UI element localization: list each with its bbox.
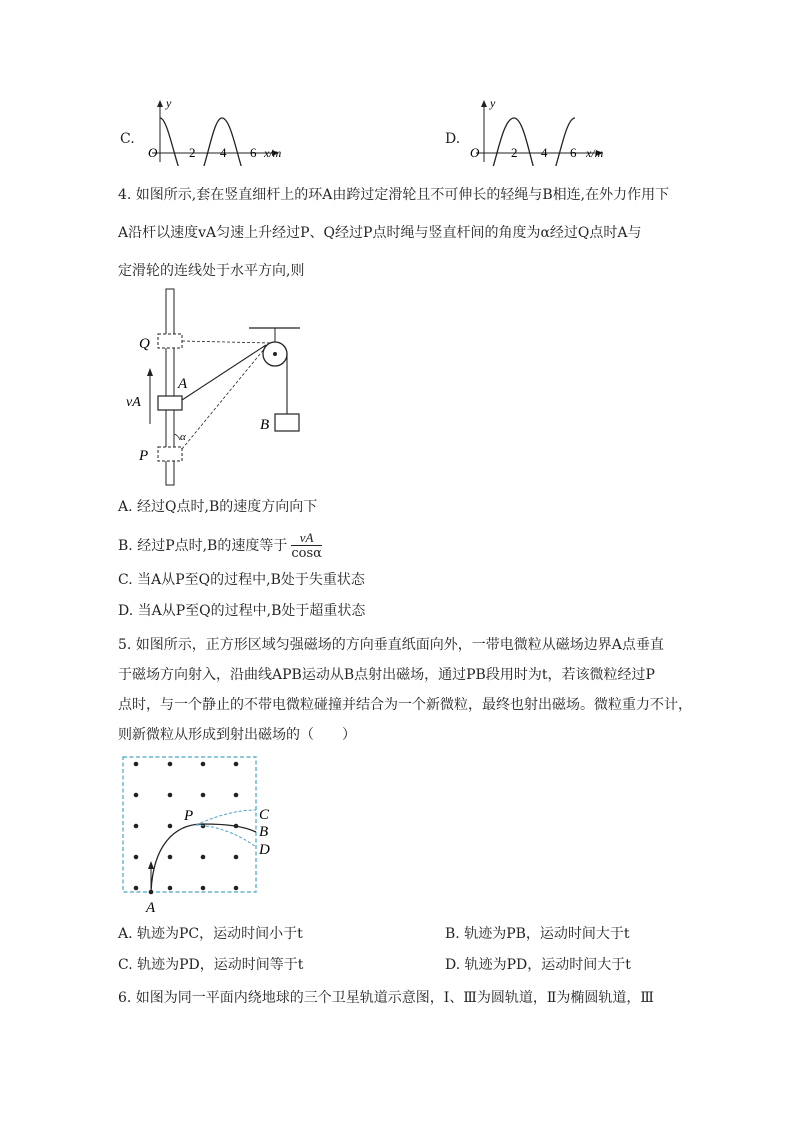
q5-option-b: B. 轨迹为PB，运动时间大于t [445,926,630,942]
wave-graph-d [464,96,624,166]
q5-magnetic-field-figure [118,752,288,918]
q4-option-b-text: B. 经过P点时,B的速度等于 [118,537,288,554]
q4-text-line3: 定滑轮的连线处于水平方向,则 [118,263,305,279]
wave-graph-c [140,96,300,166]
option-d-label: D. [445,131,461,147]
label-a: A [146,900,156,916]
q5-text-line2: 于磁场方向射入，沿曲线APB运动从B点射出磁场，通过PB段用时为t，若该微粒经过P [118,667,655,683]
y-axis-label: y [490,96,496,110]
fraction-denominator: cosα [291,546,322,561]
origin-label: O [148,145,158,160]
field-dots [134,762,239,891]
label-b: B [259,824,269,840]
q4-option-b [118,530,322,561]
origin-label: O [470,145,480,160]
tick-6: 6 [250,145,257,160]
label-q: Q [139,336,150,352]
tick-4: 4 [220,145,227,160]
q4-text-line1: 4. 如图所示,套在竖直细杆上的环A由跨过定滑轮且不可伸长的轻绳与B相连,在外力作用下 [118,187,670,203]
label-b: B [260,417,270,433]
tick-6: 6 [570,145,577,160]
label-alpha: α [180,431,186,443]
y-axis-label: y [166,96,172,110]
q6-text-line1: 6. 如图为同一平面内绕地球的三个卫星轨道示意图，Ⅰ、Ⅲ为圆轨道，Ⅱ为椭圆轨道，Ⅲ [118,990,654,1006]
x-axis-label: x/m [586,146,604,160]
q5-option-c: C. 轨迹为PD，运动时间等于t [118,957,304,973]
q4-option-a: A. 经过Q点时,B的速度方向向下 [118,499,318,515]
q5-text-line1: 5. 如图所示，正方形区域匀强磁场的方向垂直纸面向外，一带电微粒从磁场边界A点垂直 [118,637,664,653]
q4-option-c: C. 当A从P至Q的过程中,B处于失重状态 [118,572,365,588]
q5-text-line4: 则新微粒从形成到射出磁场的（ ） [118,727,356,743]
label-p: P [184,808,194,824]
label-p: P [139,448,149,464]
q5-text-line3: 点时，与一个静止的不带电微粒碰撞并结合为一个新微粒，最终也射出磁场。微粒重力不计， [118,697,692,713]
tick-2: 2 [189,145,196,160]
tick-4: 4 [541,145,548,160]
label-va: vA [126,395,141,410]
q4-option-d: D. 当A从P至Q的过程中,B处于超重状态 [118,603,366,619]
x-axis-label: x/m [264,146,282,160]
q4-pulley-figure [118,284,318,489]
q5-option-a: A. 轨迹为PC，运动时间小于t [118,926,303,942]
label-a: A [178,376,188,392]
label-d: D [259,842,270,858]
label-c: C [259,807,270,823]
q4-text-line2: A沿杆以速度vA匀速上升经过P、Q经过P点时绳与竖直杆间的角度为α经过Q点时A与 [118,225,642,241]
velocity-fraction [291,530,322,561]
q5-option-d: D. 轨迹为PD，运动时间大于t [445,957,631,973]
fraction-numerator: vA [291,530,322,546]
option-c-label: C. [120,131,135,147]
tick-2: 2 [511,145,518,160]
